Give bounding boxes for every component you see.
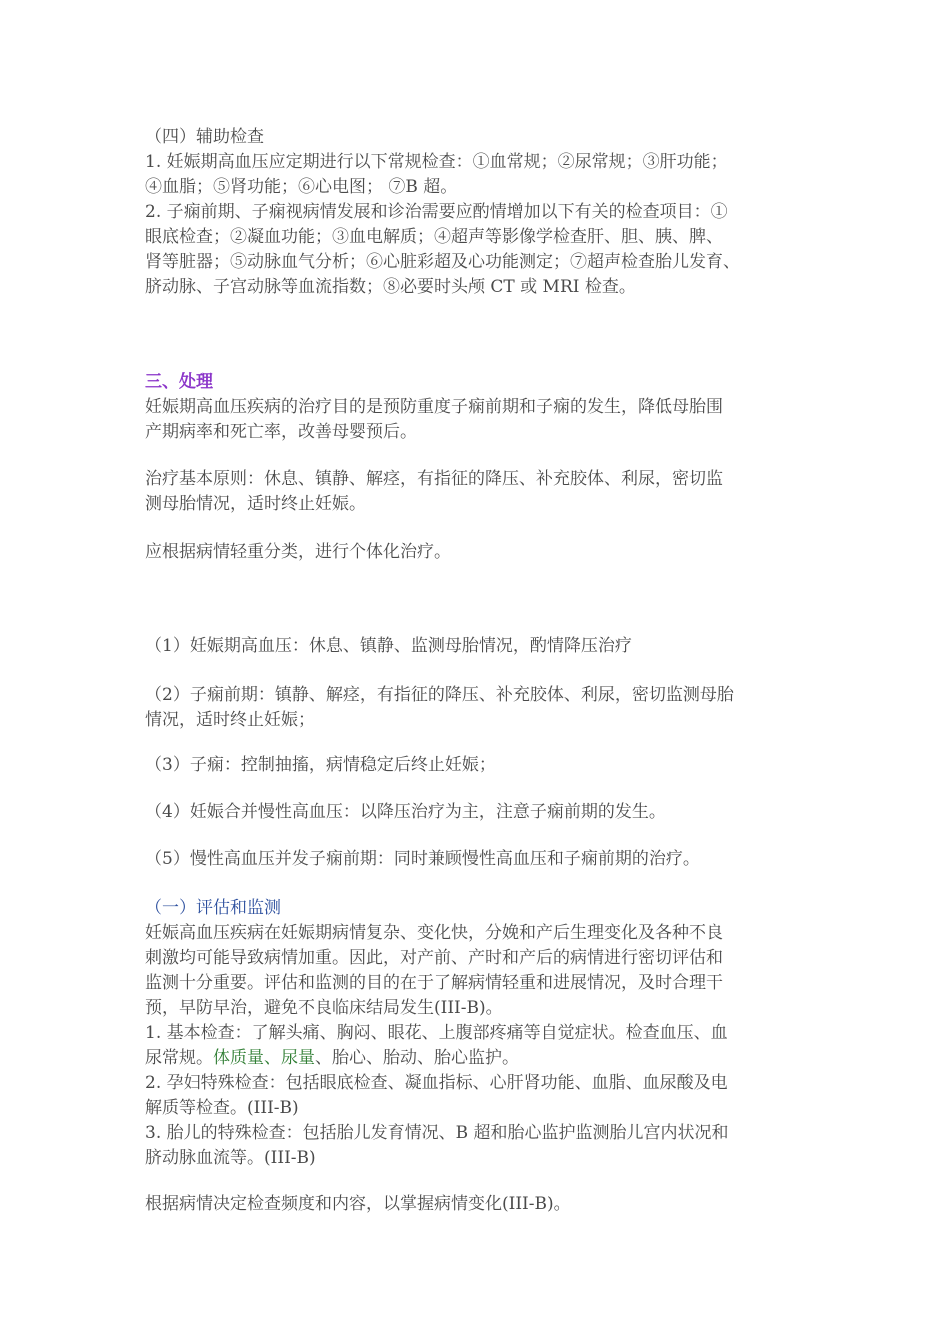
treatment-heading-block — [145, 370, 815, 445]
treatment-classify-block — [145, 540, 815, 565]
eval-item1-text: 尿常规。 — [145, 1048, 213, 1068]
aux-exam-section — [145, 125, 815, 300]
eval-item1-line: 1. 基本检查：了解头痛、胸闷、眼花、上腹部疼痛等自觉症状。检查血压、血 — [145, 1023, 728, 1043]
aux-exam-heading: （四）辅助检查 — [145, 127, 264, 147]
treatment-item-text: （4）妊娠合并慢性高血压：以降压治疗为主，注意子痫前期的发生。 — [145, 802, 666, 822]
treatment-principle-line: 测母胎情况，适时终止妊娠。 — [145, 494, 366, 514]
treatment-item-2 — [145, 683, 815, 733]
aux-item2-line: 脐动脉、子宫动脉等血流指数；⑧必要时头颅 CT 或 MRI 检查。 — [145, 277, 636, 297]
treatment-goal-line: 产期病率和死亡率，改善母婴预后。 — [145, 422, 417, 442]
treatment-item-text: （5）慢性高血压并发子痫前期：同时兼顾慢性高血压和子痫前期的治疗。 — [145, 849, 700, 869]
eval-section — [145, 896, 815, 1171]
eval-intro-line: 妊娠高血压疾病在妊娠期病情复杂、变化快，分娩和产后生理变化及各种不良 — [145, 923, 723, 943]
eval-item1-text: 、胎心、胎动、胎心监护。 — [315, 1048, 519, 1068]
treatment-item-4 — [145, 800, 815, 825]
treatment-item-text: （2）子痫前期：镇静、解痉，有指征的降压、补充胶体、利尿，密切监测母胎 — [145, 685, 734, 705]
treatment-item-text: （1）妊娠期高血压：休息、镇静、监测母胎情况，酌情降压治疗 — [145, 636, 632, 656]
aux-item2-line: 肾等脏器；⑤动脉血气分析；⑥心脏彩超及心功能测定；⑦超声检查胎儿发育、 — [145, 252, 740, 272]
eval-item1-highlight: 体质量、尿量 — [213, 1048, 315, 1068]
treatment-principle-block — [145, 467, 815, 517]
aux-item2-line: 2. 子痫前期、子痫视病情发展和诊治需要应酌情增加以下有关的检查项目：① — [145, 202, 728, 222]
eval-intro-line: 监测十分重要。评估和监测的目的在于了解病情轻重和进展情况，及时合理干 — [145, 973, 723, 993]
eval-closing-line: 根据病情决定检查频度和内容，以掌握病情变化(III-B)。 — [145, 1194, 571, 1214]
eval-closing-block — [145, 1192, 815, 1217]
treatment-classify-line: 应根据病情轻重分类，进行个体化治疗。 — [145, 542, 451, 562]
treatment-item-3 — [145, 753, 815, 778]
eval-item2-line: 2. 孕妇特殊检查：包括眼底检查、凝血指标、心肝肾功能、血脂、血尿酸及电 — [145, 1073, 728, 1093]
eval-item3-line: 3. 胎儿的特殊检查：包括胎儿发育情况、B 超和胎心监护监测胎儿宫内状况和 — [145, 1123, 729, 1143]
treatment-principle-line: 治疗基本原则：休息、镇静、解痉，有指征的降压、补充胶体、利尿，密切监 — [145, 469, 723, 489]
treatment-heading: 三、处理 — [145, 372, 213, 392]
aux-item1-line: ④血脂；⑤肾功能；⑥心电图； ⑦B 超。 — [145, 177, 458, 197]
aux-item1-line: 1. 妊娠期高血压应定期进行以下常规检查：①血常规；②尿常规；③肝功能； — [145, 152, 728, 172]
treatment-item-1 — [145, 634, 815, 659]
aux-item2-line: 眼底检查；②凝血功能；③血电解质；④超声等影像学检查肝、胆、胰、脾、 — [145, 227, 723, 247]
eval-heading: （一）评估和监测 — [145, 898, 281, 918]
treatment-item-text: （3）子痫：控制抽搐，病情稳定后终止妊娠； — [145, 755, 496, 775]
treatment-item-5 — [145, 847, 815, 872]
treatment-goal-line: 妊娠期高血压疾病的治疗目的是预防重度子痫前期和子痫的发生，降低母胎围 — [145, 397, 723, 417]
eval-item2-line: 解质等检查。(III-B) — [145, 1098, 299, 1118]
eval-intro-line: 预，早防早治，避免不良临床结局发生(III-B)。 — [145, 998, 503, 1018]
eval-item3-line: 脐动脉血流等。(III-B) — [145, 1148, 316, 1168]
eval-item1-line — [145, 1046, 815, 1071]
eval-intro-line: 刺激均可能导致病情加重。因此，对产前、产时和产后的病情进行密切评估和 — [145, 948, 723, 968]
treatment-item-text: 情况，适时终止妊娠； — [145, 710, 315, 730]
